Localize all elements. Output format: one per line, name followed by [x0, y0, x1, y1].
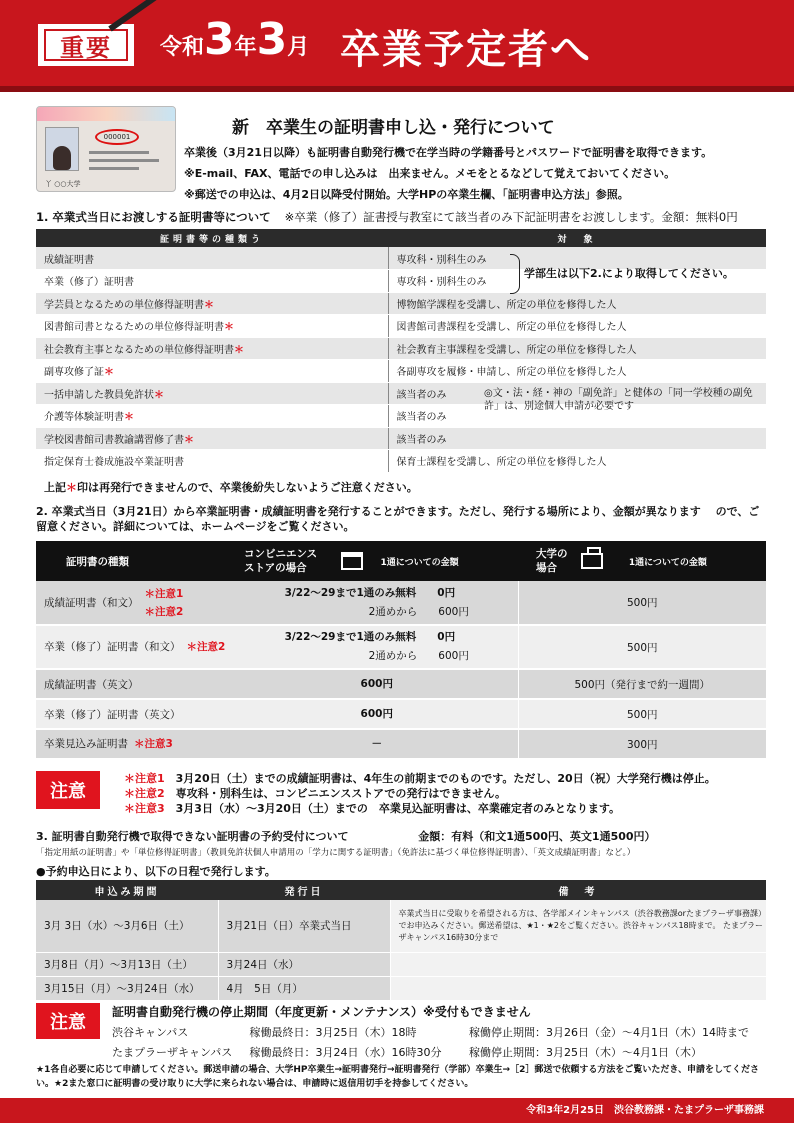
card-line — [89, 151, 149, 154]
certificate-name: 成績証明書 — [44, 254, 94, 266]
caution-ref: ＊注意2 — [144, 605, 184, 618]
convenience-price — [285, 628, 469, 666]
header-month: 3 — [256, 14, 288, 65]
target-text: 該当者のみ — [396, 389, 447, 401]
table-row — [36, 581, 766, 625]
intro-line-2: ※E-mail、FAX、電話での申し込みは 出来ません。メモをとるなどして覚えておいてください。 — [184, 167, 676, 180]
table-row — [36, 427, 766, 450]
certificate-name: 成績証明書（英文） — [44, 678, 139, 691]
caution-note-2 — [124, 786, 716, 801]
target-text: 博物館学課程を受講し、所定の単位を修得した人 — [396, 299, 617, 311]
convenience-price-cell — [236, 625, 518, 669]
intro-title: 新 卒業生の証明書申し込・発行について — [232, 118, 555, 138]
certificate-name: 学校図書館司書教諭講習修了書 — [44, 434, 184, 446]
certificate-name-cell — [36, 699, 236, 729]
caution-note-3-label: ＊注意3 — [124, 802, 165, 815]
certificate-name: 指定保育士養成施設卒業証明書 — [44, 457, 184, 469]
important-badge-label: 重要 — [44, 29, 128, 61]
header-banner — [0, 0, 794, 92]
univ-head-1: 大学の — [536, 548, 568, 560]
postal-application-note: ★1各自必要に応じて申請してください。郵送申請の場合、大学HP卒業生→証明書発行→証明書発行（学部）卒業生→［2］郵送で依頼する方法をご覧いただき、申請をしてください。★2また窓口に証明書の受け取りに大学に来られない場合は、申請時に返信用切手を持参してください。 — [36, 1065, 759, 1089]
target-cell — [388, 360, 766, 383]
card-photo — [45, 127, 79, 171]
certificate-name-cell — [36, 405, 388, 428]
certificate-name-cell — [36, 382, 388, 405]
university-price-cell — [518, 581, 766, 625]
campus-name: 渋谷キャンパス — [112, 1026, 189, 1039]
section1-note: ※卒業（修了）証書授与教室にて該当者のみ下記証明書をお渡しします。金額：無料0円 — [284, 210, 738, 224]
col-target: 対 象 — [388, 229, 766, 247]
convenience-price-cell — [236, 729, 518, 759]
certificate-name: 学芸員となるための単位修得証明書 — [44, 299, 204, 311]
table-row — [36, 625, 766, 669]
table-row — [36, 952, 766, 976]
certificate-name-cell — [36, 581, 236, 625]
convenience-price-line: 3/22～29まで1通のみ無料 0円 — [284, 586, 456, 599]
reissue-warning-post: 印は再発行できませんので、卒業後紛失しないようご注意ください。 — [77, 481, 418, 494]
certificate-name: 卒業（修了）証明書（英文） — [44, 708, 181, 721]
license-detail-note: ◎文・法・経・神の「副免許」と健体の「同一学校種の副免許」は、別途個人申請が必要です — [484, 388, 753, 412]
table-header-row — [36, 541, 766, 581]
conv-head-2: ストアの場合 — [244, 562, 307, 574]
certificate-name-cell — [36, 450, 388, 473]
convenience-price — [285, 584, 469, 622]
certificate-name: 成績証明書（和文） — [44, 596, 139, 609]
university-price: 500円 — [626, 641, 658, 654]
no-reissue-star: ＊ — [124, 412, 134, 424]
table-row — [36, 669, 766, 699]
certificate-name-cell — [36, 270, 388, 293]
university-price: 500円 — [626, 597, 658, 609]
table-row — [36, 450, 766, 473]
issuance-fee-table — [36, 541, 766, 760]
col-university — [518, 541, 766, 581]
university-price-cell — [518, 625, 766, 669]
university-price-cell — [518, 699, 766, 729]
footer-text: 令和3年2月25日 渋谷教務課・たまプラーザ事務課 — [526, 1105, 764, 1116]
caution-ref: ＊注意3 — [134, 738, 173, 750]
convenience-price — [361, 675, 393, 694]
target-text: 図書館司書課程を受講し、所定の単位を修得した人 — [396, 322, 627, 334]
university-price: 500円（発行まで約一週間） — [574, 678, 711, 691]
card-line — [89, 167, 139, 170]
caution-ref: ＊注意1 — [144, 587, 184, 600]
university-price: 300円 — [626, 738, 658, 751]
caution-notes — [124, 771, 716, 816]
section2-description: 2. 卒業式当日（3月21日）から卒業証明書・成績証明書を発行することができます。ただし、発行する場所により、金額が異なります ので、ご留意ください。詳細については、ホームページをご覧ください。 — [36, 505, 760, 533]
conv-price-head: 1通についての金額 — [380, 557, 459, 568]
remarks — [390, 976, 766, 1000]
remarks — [390, 952, 766, 976]
section3-heading — [36, 828, 656, 844]
application-period: 3月 3日（水）～3月6日（土） — [36, 900, 218, 952]
no-reissue-star: ＊ — [234, 344, 244, 356]
reservation-schedule-table — [36, 880, 766, 1001]
table-row — [36, 729, 766, 759]
intro-line-3: ※郵送での申込は、4月2日以降受付開始。大学HPの卒業生欄、「証明書申込方法」参照。 — [184, 188, 629, 201]
convenience-price-line: 600円 — [360, 677, 393, 690]
caution-note-1-text: 3月20日（土）までの成績証明書は、4年生の前期までのものです。ただし、20日（祝）大学発行機は停止。 — [175, 772, 716, 785]
card-stripe — [37, 107, 176, 121]
remarks: 卒業式当日に受取りを希望される方は、各学部メインキャンパス（渋谷教務課orたまプラーザ事務課）でお申込みください。郵送希望は、★1・★2をご覧ください。渋谷キャンパス18時まで。 たまプラーザキャンパス16時30分まで — [390, 900, 766, 952]
caution-badge-2: 注意 — [36, 1003, 100, 1039]
target-text: 該当者のみ — [396, 412, 447, 424]
stop-period: 稼働停止期間：3月26日（金）～4月1日（木）14時まで — [469, 1026, 749, 1039]
no-reissue-star: ＊ — [154, 389, 164, 401]
target-cell — [388, 450, 766, 473]
certificate-name: 卒業（修了）証明書（和文） — [44, 641, 181, 653]
convenience-price-line: 3/22～29まで1通のみ無料 0円 — [284, 631, 456, 643]
caution-note-1-label: ＊注意1 — [124, 772, 165, 785]
convenience-price — [372, 735, 383, 754]
caution-badge: 注意 — [36, 771, 100, 809]
header-era: 令和 — [160, 35, 205, 60]
col-convenience-store — [236, 541, 518, 581]
certificate-name: 副専攻修了証 — [44, 367, 104, 379]
last-day: 稼働最終日：3月24日（水）16時30分 — [249, 1046, 442, 1059]
certificate-name-cell — [36, 427, 388, 450]
issue-date: 3月21日（日）卒業式当日 — [218, 900, 390, 952]
col-certificate-type: 証明書等の種類う — [36, 229, 388, 247]
table-row — [36, 360, 766, 383]
convenience-price-line: 2通めから 600円 — [368, 605, 469, 618]
certificate-name-cell — [36, 360, 388, 383]
target-cell — [388, 427, 766, 450]
certificate-name: 一括申請した教員免許状 — [44, 389, 154, 401]
col-application-period: 申込み期間 — [36, 880, 218, 900]
caution-note-1 — [124, 771, 716, 786]
header-month-unit: 月 — [287, 35, 310, 60]
stop-row-shibuya — [112, 1024, 749, 1040]
header-date — [160, 14, 310, 65]
certificate-name-cell — [36, 729, 236, 759]
table-header-row — [36, 880, 766, 900]
table-row — [36, 292, 766, 315]
table-row — [36, 699, 766, 729]
no-reissue-star: ＊ — [204, 299, 214, 311]
certificate-name: 介護等体験証明書 — [44, 412, 124, 424]
issue-date: 3月24日（水） — [218, 952, 390, 976]
convenience-price-line: － — [371, 737, 382, 750]
machine-stop-title: 証明書自動発行機の停止期間（年度更新・メンテナンス）※受付もできません — [112, 1005, 531, 1019]
caution-note-3 — [124, 801, 716, 816]
application-period: 3月8日（月）～3月13日（土） — [36, 952, 218, 976]
caution-note-3-text: 3月3日（水）～3月20日（土）までの 卒業見込証明書は、卒業確定者のみとなります。 — [175, 802, 621, 815]
convenience-store-icon — [341, 552, 363, 570]
reissue-warning — [44, 479, 418, 495]
table-row — [36, 900, 766, 952]
certificate-name-cell — [36, 315, 388, 338]
certificate-name-cell — [36, 247, 388, 270]
schedule-heading: ●予約申込日により、以下の日程で発行します。 — [36, 865, 276, 878]
col-issue-date: 発行日 — [218, 880, 390, 900]
section1-title: 1. 卒業式当日にお渡しする証明書等について — [36, 210, 271, 224]
target-text: 保育士課程を受講し、所定の単位を修得した人 — [396, 457, 607, 469]
footer-banner — [0, 1098, 794, 1123]
important-badge — [38, 24, 134, 66]
target-text: 各副専攻を履修・申請し、所定の単位を修得した人 — [396, 367, 627, 379]
caution-note-2-text: 専攻科・別科生は、コンビニエンスストアでの発行はできません。 — [175, 787, 506, 800]
undergrad-note: 学部生は以下2.により取得してください。 — [524, 267, 734, 280]
certificate-name-cell — [36, 292, 388, 315]
page-title: 卒業予定者へ — [340, 27, 592, 73]
section1-heading — [36, 209, 738, 225]
card-line — [89, 159, 159, 162]
certificate-name-cell — [36, 669, 236, 699]
caution-refs — [187, 638, 226, 656]
school-building-icon — [581, 553, 603, 569]
convenience-price-line: 600円 — [360, 707, 393, 720]
conv-head-1: コンビニエンス — [244, 548, 318, 560]
caution-refs — [145, 585, 184, 621]
target-text: 社会教育主事課程を受講し、所定の単位を修得した人 — [396, 344, 637, 356]
header-year-unit: 年 — [234, 35, 257, 60]
section3-title: 3. 証明書自動発行機で取得できない証明書の予約受付について — [36, 830, 349, 843]
col-type: 証明書の種類 — [36, 541, 236, 581]
table-header-row — [36, 229, 766, 247]
no-reissue-star: ＊ — [224, 322, 234, 334]
stop-period: 稼働停止期間：3月25日（木）～4月1日（木） — [469, 1046, 702, 1059]
certificate-name: 社会教育主事となるための単位修得証明書 — [44, 344, 234, 356]
last-day: 稼働最終日：3月25日（木）18時 — [249, 1026, 417, 1039]
intro-line-1: 卒業後（3月21日以降）も証明書自動発行機で在学当時の学籍番号とパスワードで証明書を取得できます。 — [184, 146, 713, 159]
header-year: 3 — [204, 14, 235, 65]
certificate-name: 図書館司書となるための単位修得証明書 — [44, 322, 224, 334]
convenience-price-line: 2通めから 600円 — [368, 650, 469, 662]
stop-row-tamaplaza — [112, 1044, 702, 1060]
table-row — [36, 337, 766, 360]
convenience-price — [361, 705, 393, 724]
reissue-warning-pre: 上記 — [44, 481, 66, 494]
card-footer: 丫 ○○大学 — [45, 180, 81, 188]
no-reissue-star: ＊ — [104, 367, 114, 379]
student-id-card-illustration — [36, 106, 176, 192]
no-reissue-star: ＊ — [184, 434, 194, 446]
univ-price-head: 1通についての金額 — [628, 557, 707, 568]
univ-head-2: 場合 — [536, 562, 557, 574]
convenience-price-cell — [236, 581, 518, 625]
section3-price: 金額：有料（和文1通500円、英文1通500円） — [418, 830, 656, 843]
col-remarks: 備 考 — [390, 880, 766, 900]
caution-ref: ＊注意2 — [186, 641, 226, 653]
certificate-name-cell — [36, 625, 236, 669]
convenience-price-cell — [236, 669, 518, 699]
target-cell — [388, 315, 766, 338]
table-row — [36, 315, 766, 338]
target-text: 該当者のみ — [396, 434, 447, 446]
target-text: 専攻科・別科生のみ — [396, 254, 487, 266]
certificate-name: 卒業（修了）証明書 — [44, 277, 134, 289]
issue-date: 4月 5日（月） — [218, 976, 390, 1000]
target-cell — [388, 292, 766, 315]
certificate-name: 卒業見込み証明書 — [44, 738, 128, 750]
convenience-price-cell — [236, 699, 518, 729]
table-row — [36, 976, 766, 1000]
target-text: 専攻科・別科生のみ — [396, 277, 487, 289]
caution-refs — [134, 735, 173, 753]
university-price-cell — [518, 669, 766, 699]
university-price-cell — [518, 729, 766, 759]
campus-name: たまプラーザキャンパス — [112, 1046, 233, 1059]
university-price: 500円 — [626, 708, 658, 721]
target-cell — [388, 337, 766, 360]
certificate-name-cell — [36, 337, 388, 360]
caution-note-2-label: ＊注意2 — [124, 787, 165, 800]
brace-icon — [510, 254, 520, 294]
star-mark: ＊ — [66, 481, 77, 494]
card-number: 000001 — [95, 129, 139, 145]
section3-examples: 「指定用紙の証明書」や「単位修得証明書」（教員免許状個人申請用の「学力に関する証明書」（免許法に基づく単位修得証明書）、「英文成績証明書」など。） — [36, 848, 636, 858]
application-period: 3月15日（月）～3月24日（水） — [36, 976, 218, 1000]
